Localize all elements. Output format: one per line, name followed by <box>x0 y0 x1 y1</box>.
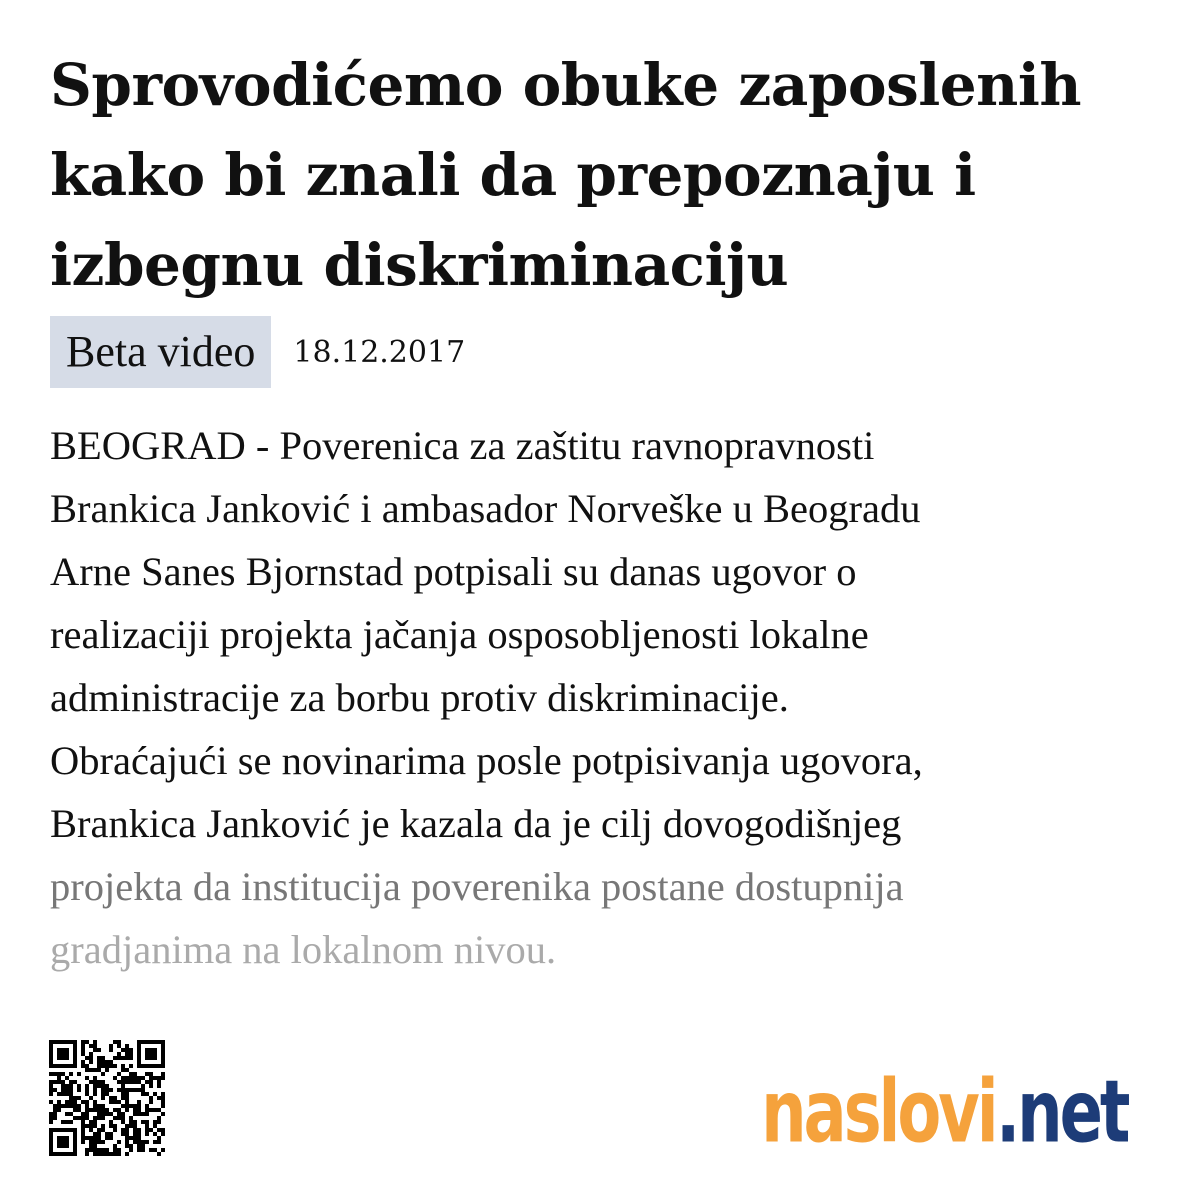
lead-line: Obraćajući se novinarima posle potpisivanja ugovora, <box>50 738 923 783</box>
lead-line: realizaciji projekta jačanja osposobljenosti lokalne <box>50 612 869 657</box>
lead-line: Brankica Janković i ambasador Norveške u Beogradu <box>50 486 921 531</box>
lead-line-faded: gradjanima na lokalnom nivou. <box>50 927 557 972</box>
meta-row <box>50 316 1150 388</box>
source-badge[interactable]: Beta video <box>50 316 271 388</box>
lead-line: Arne Sanes Bjornstad potpisali su danas ugovor o <box>50 549 857 594</box>
article-lead <box>50 414 1150 981</box>
lead-line-faded: projekta da institucija poverenika postane dostupnija <box>50 864 904 909</box>
headline[interactable]: Sprovodićemo obuke zaposlenih kako bi znali da prepoznaju i izbegnu diskriminaciju <box>50 51 1082 299</box>
lead-line: BEOGRAD - Poverenica za zaštitu ravnopravnosti <box>50 423 875 468</box>
logo-tld-text: .net <box>995 1062 1127 1163</box>
lead-line: administracije za borbu protiv diskriminacije. <box>50 675 789 720</box>
naslovi-logo[interactable] <box>695 1062 1164 1163</box>
lead-line: Brankica Janković je kazala da je cilj dovogodišnjeg <box>50 801 902 846</box>
qr-code-icon[interactable] <box>49 1040 165 1156</box>
publish-date: 18.12.2017 <box>293 335 466 370</box>
logo-main-text: naslovi <box>761 1062 996 1163</box>
article <box>50 40 1150 981</box>
